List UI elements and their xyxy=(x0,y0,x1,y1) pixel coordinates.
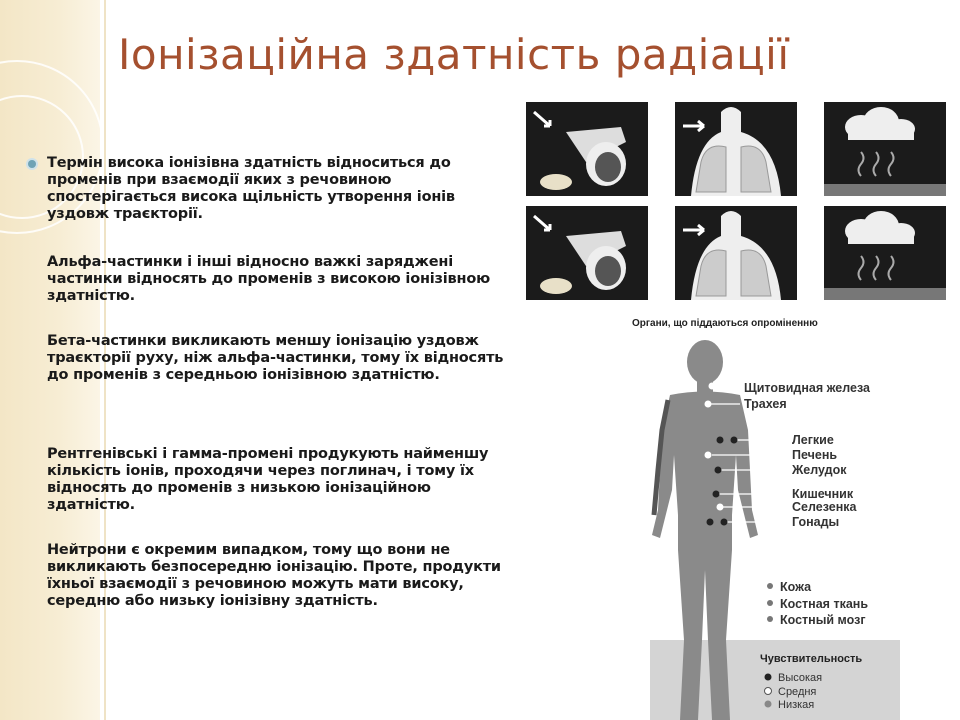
panel-external-exposure-2 xyxy=(526,206,648,300)
panel-inhalation-2 xyxy=(675,206,797,300)
tissue-label-skin: Кожа xyxy=(780,580,812,594)
organ-label-trachea: Трахея xyxy=(744,397,787,411)
organ-label-stomach: Желудок xyxy=(792,463,847,477)
organ-label-thyroid: Щитовидная железа xyxy=(744,381,870,395)
paragraph-ionization-definition: Термін висока іонізівна здатність відноситься до променів при взаємодії яких з речовиною спостерігається висока щільність утворення іонів уздовж траєкторії. xyxy=(47,155,455,222)
bullet-icon xyxy=(28,160,36,168)
sensitivity-legend-title: Чувствительность xyxy=(760,653,863,665)
tissue-label-bone: Костная ткань xyxy=(780,597,869,611)
tissue-label-marrow: Костный мозг xyxy=(780,613,866,627)
paragraph-neutrons: Нейтрони є окремим випадком, тому що вони не викликають безпосередню іонізацію. Проте, продукти їхньої взаємодії з речовиною можуть мати високу, середню або низьку іонізівну здатність. xyxy=(47,542,501,609)
sensitivity-low-label: Низкая xyxy=(778,699,815,711)
organ-label-gonads: Гонады xyxy=(792,515,840,529)
figure-caption: Органи, що піддаються опроміненню xyxy=(632,318,818,329)
sensitivity-low-marker xyxy=(765,701,772,708)
sensitivity-high-label: Высокая xyxy=(778,672,823,684)
paragraph-beta: Бета-частинки викликають меншу іонізацію уздовж траєкторії руху, ніж альфа-частинки, тому їх відносять до променів з середньою іонізівною здатністю. xyxy=(47,333,504,383)
panel-fallout xyxy=(824,102,946,196)
sensitivity-high-marker xyxy=(765,674,772,681)
organ-label-liver: Печень xyxy=(792,448,838,462)
organ-label-spleen: Селезенка xyxy=(792,500,857,514)
exposure-routes-illustration xyxy=(526,102,946,302)
panel-inhalation xyxy=(675,102,797,196)
slide-title: Іонізаційна здатність радіації xyxy=(118,30,790,79)
tissue-legend xyxy=(767,583,773,622)
panel-external-exposure xyxy=(526,102,648,196)
organ-label-intestine: Кишечник xyxy=(792,487,854,501)
paragraph-xray-gamma: Рентгенівські і гамма-промені продукують найменшу кількість іонів, проходячи через поглинач, і тому їх відносять до променів з низькою іонізаційною здатністю. xyxy=(47,446,489,513)
sensitivity-medium-marker xyxy=(765,688,772,695)
irradiated-organs-diagram xyxy=(640,340,900,720)
organ-label-lungs: Легкие xyxy=(792,433,834,447)
panel-fallout-2 xyxy=(824,206,946,300)
sensitivity-medium-label: Средня xyxy=(778,686,817,698)
paragraph-alpha: Альфа-частинки і інші відносно важкі заряджені частинки відносять до променів з високою іонізівною здатністю. xyxy=(47,254,490,304)
